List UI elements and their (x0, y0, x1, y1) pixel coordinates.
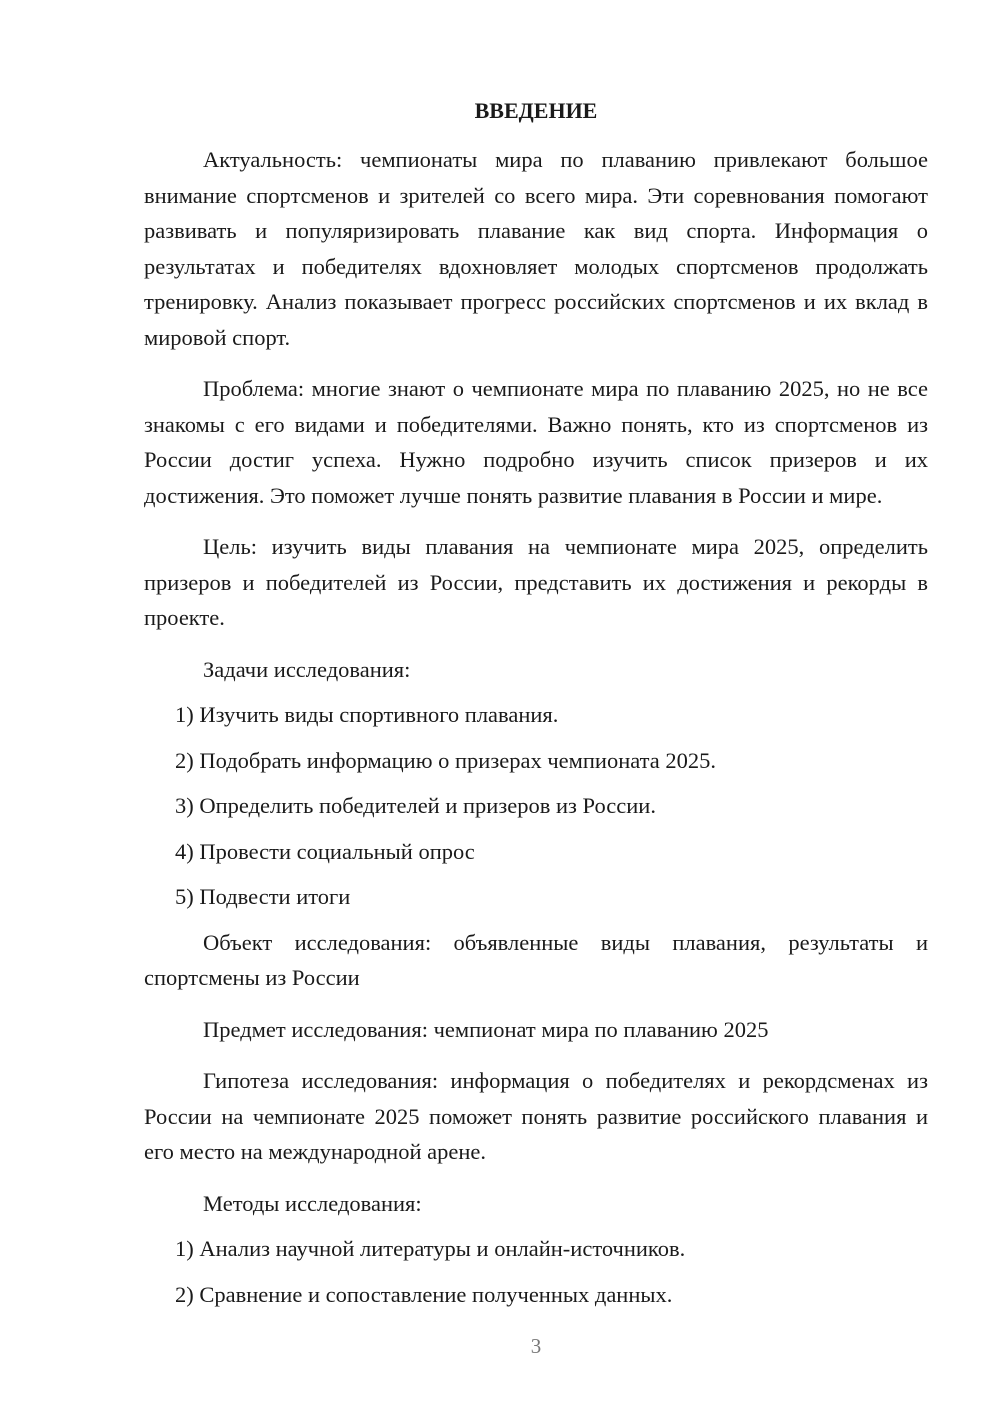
tasks-title: Задачи исследования: (203, 656, 411, 682)
task-item: 5) Подвести итоги (175, 884, 351, 909)
task-item: 4) Провести социальный опрос (175, 838, 475, 864)
relevance-paragraph: Актуальность: чемпионаты мира по плаванию привлекают большое внимание спортсменов и зрителей со всего мира. Эти соревнования помогают развивать и популяризировать плавание как вид спорта. Информация о результатах и победителях вдохновляет молодых спортсменов продолжать тренировку. Анализ показывает прогресс российских спортсменов и их вклад в мировой спорт. (144, 147, 928, 350)
task-item: 2) Подобрать информацию о призерах чемпионата 2025. (175, 747, 716, 773)
goal-paragraph: Цель: изучить виды плавания на чемпионате мира 2025, определить призеров и победителей из России, представить их достижения и рекорды в проекте. (144, 534, 928, 630)
method-item: 2) Сравнение и сопоставление полученных данных. (175, 1281, 673, 1307)
method-item: 1) Анализ научной литературы и онлайн-источников. (175, 1236, 686, 1261)
page-number: 3 (530, 1334, 542, 1358)
object-paragraph: Объект исследования: объявленные виды плавания, результаты и спортсмены из России (144, 929, 928, 990)
methods-title: Методы исследования: (203, 1190, 422, 1216)
page-content (144, 96, 928, 1322)
subject-paragraph: Предмет исследования: чемпионат мира по плаванию 2025 (203, 1016, 769, 1042)
hypothesis-paragraph: Гипотеза исследования: информация о победителях и рекордсменах из России на чемпионате 2025 поможет понять развитие российского плавания и его место на международной арене. (144, 1068, 928, 1164)
tasks-list (144, 697, 928, 915)
problem-paragraph: Проблема: многие знают о чемпионате мира по плаванию 2025, но не все знакомы с его видами и победителями. Важно понять, кто из спортсменов из России достиг успеха. Нужно подробно изучить список призеров и их достижения. Это поможет лучше понять развитие плавания в России и мире. (144, 376, 928, 508)
section-heading: ВВЕДЕНИЕ (474, 98, 598, 123)
task-item: 3) Определить победителей и призеров из России. (175, 793, 656, 818)
methods-list (144, 1231, 928, 1312)
task-item: 1) Изучить виды спортивного плавания. (175, 702, 559, 727)
